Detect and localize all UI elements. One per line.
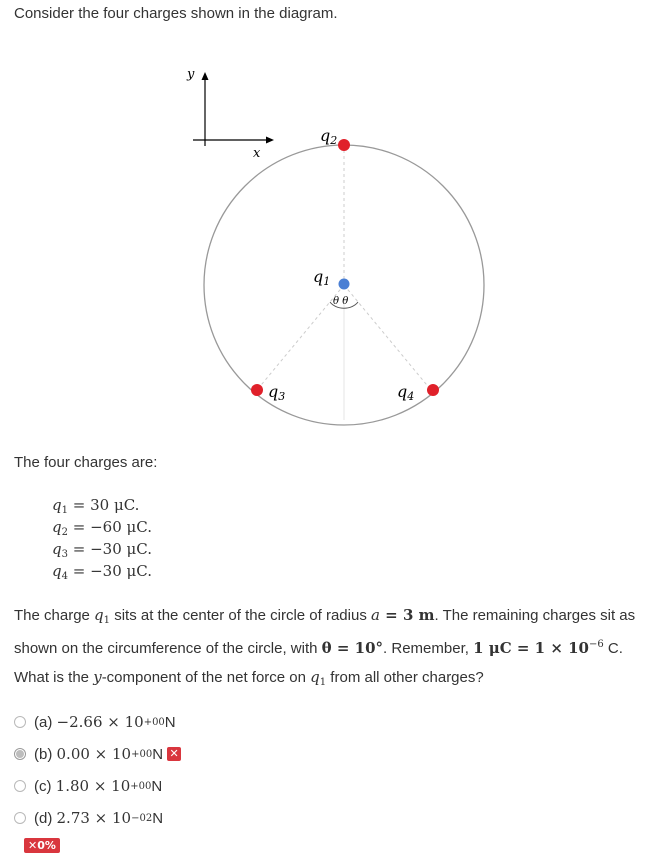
- label-q4: q4: [397, 382, 415, 403]
- x-axis-label: x: [253, 146, 261, 161]
- option-a[interactable]: (a) −2.66 × 10 +00 N: [14, 711, 176, 733]
- radius-q3: [257, 285, 344, 390]
- charge-line-q3: $q_3 = -30$ μC.: [52, 540, 152, 560]
- radio-c[interactable]: [14, 780, 26, 792]
- score-badge: ✕0%: [24, 838, 60, 853]
- charge-line-q4: $q_4 = -30$ μC.: [52, 562, 152, 582]
- y-axis-label: y: [187, 67, 195, 82]
- radius-q4: [344, 285, 431, 390]
- charge-q2: [338, 139, 350, 151]
- label-q1: q1: [313, 267, 331, 288]
- radio-b[interactable]: [14, 748, 26, 760]
- label-q3: q3: [268, 382, 286, 403]
- charge-line-q2: $q_2 = -60$ μC.: [52, 518, 152, 538]
- charge-q3: [251, 384, 263, 396]
- charge-q1: [339, 279, 350, 290]
- charge-q4: [427, 384, 439, 396]
- radio-a[interactable]: [14, 716, 26, 728]
- axes: [186, 67, 274, 161]
- label-q2: q2: [320, 126, 338, 147]
- option-d[interactable]: (d) 2.73 × 10 −02 N: [14, 807, 163, 829]
- problem-description: The charge $q_1$ sits at the center of the circle of radius a = 3 m. The remaining charges sit as shown on the circumference of the circle, with θ = 10°. Remember, 1 $\mu C = 1 \times 10^{-6}$ C.: [14, 606, 636, 657]
- radio-d[interactable]: [14, 812, 26, 824]
- intro-text: Consider the four charges shown in the diagram.: [14, 5, 338, 22]
- charges-heading: The four charges are:: [14, 454, 158, 471]
- incorrect-icon: ✕: [167, 747, 181, 761]
- charge-line-q1: $q_1 = 30$ μC.: [52, 496, 140, 516]
- option-c[interactable]: (c) 1.80 × 10 +00 N: [14, 775, 162, 797]
- theta-label: θ θ: [333, 296, 349, 307]
- question-text: What is the y-component of the net force on $q_1$ from all other charges?: [14, 668, 484, 688]
- option-b[interactable]: (b) 0.00 × 10 +00 N ✕: [14, 743, 181, 765]
